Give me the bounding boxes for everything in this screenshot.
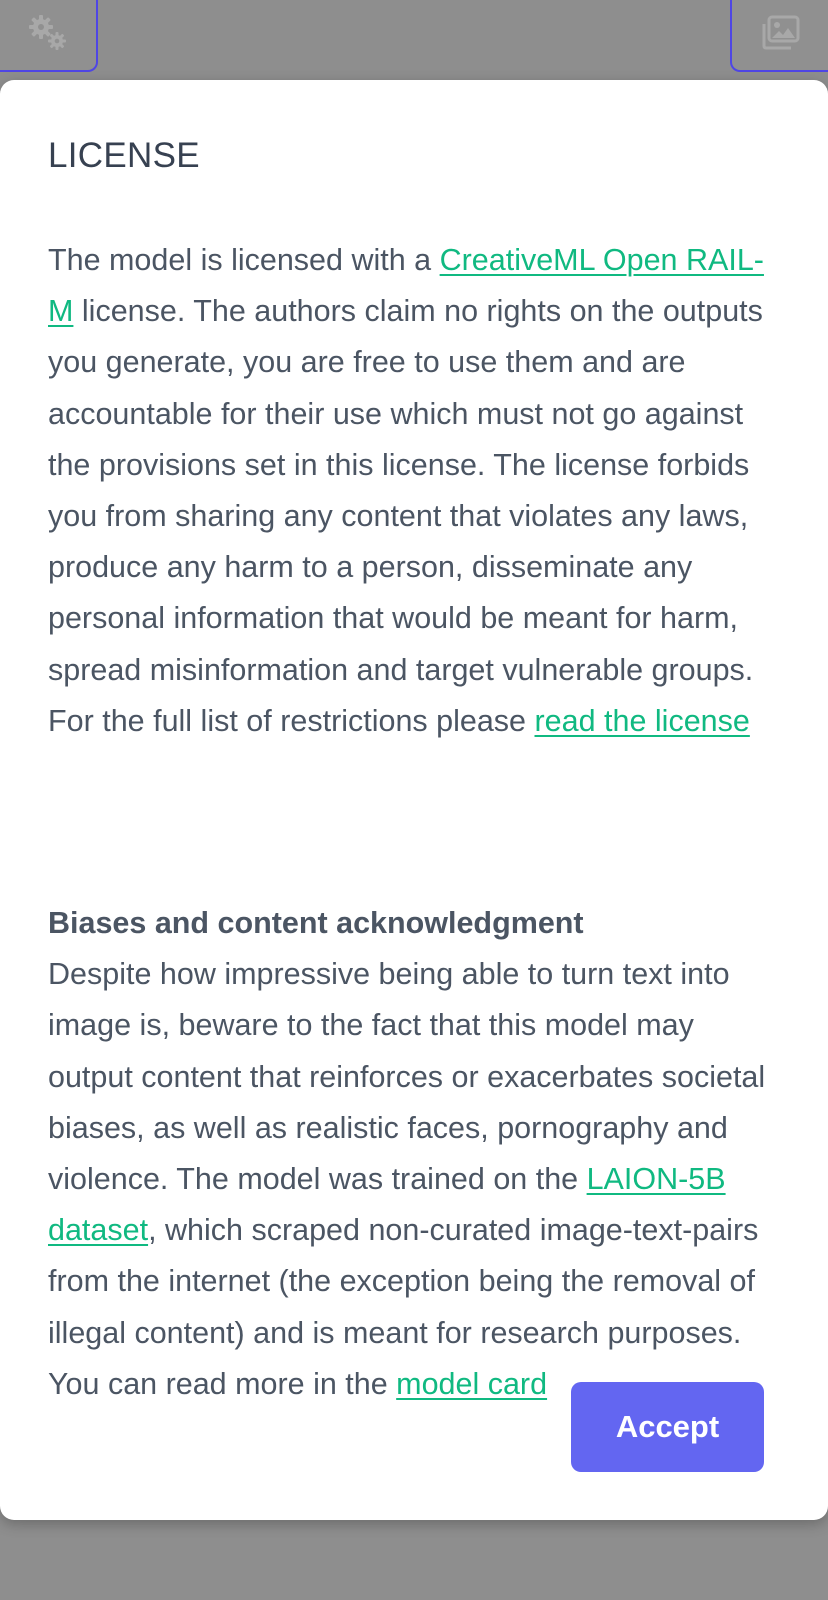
laion-dataset-link[interactable]: LAION-5B dataset (48, 1162, 726, 1248)
settings-button[interactable] (0, 0, 98, 72)
read-license-link[interactable]: read the license (534, 703, 750, 738)
bias-section (48, 898, 783, 1410)
gears-icon (26, 13, 70, 53)
license-modal (0, 80, 828, 1520)
model-card-link[interactable]: model card (396, 1366, 548, 1401)
accept-button[interactable]: Accept (571, 1382, 764, 1472)
images-icon (760, 15, 800, 51)
license-intro-text: The model is licensed with a (48, 243, 440, 277)
creativeml-license-link[interactable]: CreativeML Open RAIL-M (48, 243, 764, 329)
bias-heading: Biases and content acknowledgment (48, 906, 584, 940)
license-body-text: license. The authors claim no rights on the outputs you generate, you are free to use them and are accountable for their use which must not go against the provisions set in this license. The license forbids you from sharing any content that violates any laws, produce any harm to a person, disseminate any personal information that would be meant for harm, spread misinformation and target vulnerable groups. For the full list of restrictions please (48, 294, 763, 738)
bias-text-part1: Despite how impressive being able to turn text into image is, beware to the fact that this model may output content that reinforces or exacerbates societal biases, as well as realistic faces, pornography and violence. The model was trained on the (48, 957, 766, 1197)
license-paragraph (48, 235, 783, 747)
bias-paragraph (48, 949, 783, 1410)
modal-title: LICENSE (48, 136, 200, 175)
bias-text-part2: , which scraped non-curated image-text-pairs from the internet (the exception being the removal of illegal content) and is meant for research purposes. You can read more in the (48, 1213, 759, 1401)
gallery-button[interactable] (730, 0, 828, 72)
